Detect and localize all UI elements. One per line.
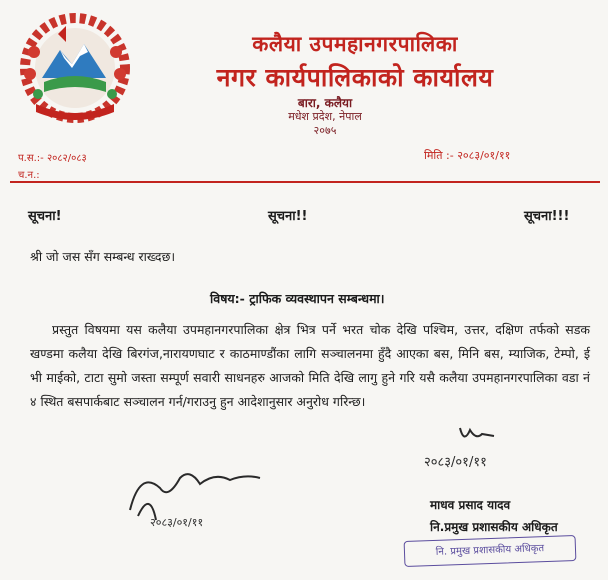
reference-number: प.स.:- २०८२/०८३ bbox=[18, 153, 87, 164]
right-signature-date: २०८३/०१/११ bbox=[424, 455, 487, 470]
salutation: श्री जो जस सँग सम्बन्ध राख्दछ। bbox=[30, 249, 176, 264]
left-signature bbox=[120, 460, 270, 530]
right-signature bbox=[400, 420, 550, 476]
signatory-name: माधव प्रसाद यादव bbox=[430, 498, 511, 512]
notice-heading-1: सूचना! bbox=[28, 209, 62, 224]
body-text: प्रस्तुत विषयमा यस कलैया उपमहानगरपालिका क्षेत्र भित्र पर्ने भरत चोक देखि पश्चिम, उत्तर, दक्षिण तर्फको सडक खण्डमा कलैया देखि बिरगंज,नारायणघाट र काठमाण्डौंका लागि सञ्चालनमा हुँदै आएका बस, मिनि बस, म्याजिक, टेम्पो, ई भी माईको, टाटा सुमो जस्ता सम्पूर्ण सवारी साधनहरु आजको मिति देखि लागु हुने गरि यसै कलैया उपमहानगरपालिका वडा नं ४ स्थित बसपार्कबाट सञ्चालन गर्न/गराउनु हुन आदेशानुसार अनुरोध गरिन्छ। bbox=[30, 322, 590, 409]
official-stamp: नि. प्रमुख प्रशासकीय अधिकृत bbox=[404, 535, 577, 567]
nepal-emblem-icon bbox=[14, 12, 136, 124]
letter-date: मिति :- २०८३/०१/११ bbox=[424, 149, 511, 162]
left-signature-date: २०८३/०१/११ bbox=[150, 516, 204, 529]
municipality-name: कलैया उपमहानगरपालिका bbox=[252, 32, 458, 56]
office-seal bbox=[270, 96, 380, 162]
notice-heading-2: सूचना!! bbox=[268, 209, 308, 224]
office-name: नगर कार्यपालिकाको कार्यालय bbox=[216, 63, 494, 92]
header-divider bbox=[10, 181, 600, 183]
notice-heading-3: सूचना!!! bbox=[524, 209, 570, 224]
seal-line-3: २०७५ bbox=[313, 124, 337, 137]
seal-line-2: मधेश प्रदेश, नेपाल bbox=[288, 110, 362, 123]
subject-line: विषय:- ट्राफिक व्यवस्थापन सम्बन्धमा। bbox=[210, 291, 385, 306]
signatory-title: नि.प्रमुख प्रशासकीय अधिकृत bbox=[430, 520, 558, 534]
seal-line-1: बारा, कलैया bbox=[297, 96, 353, 110]
letter-body bbox=[30, 318, 590, 414]
dispatch-number: च.न.: bbox=[18, 170, 40, 181]
